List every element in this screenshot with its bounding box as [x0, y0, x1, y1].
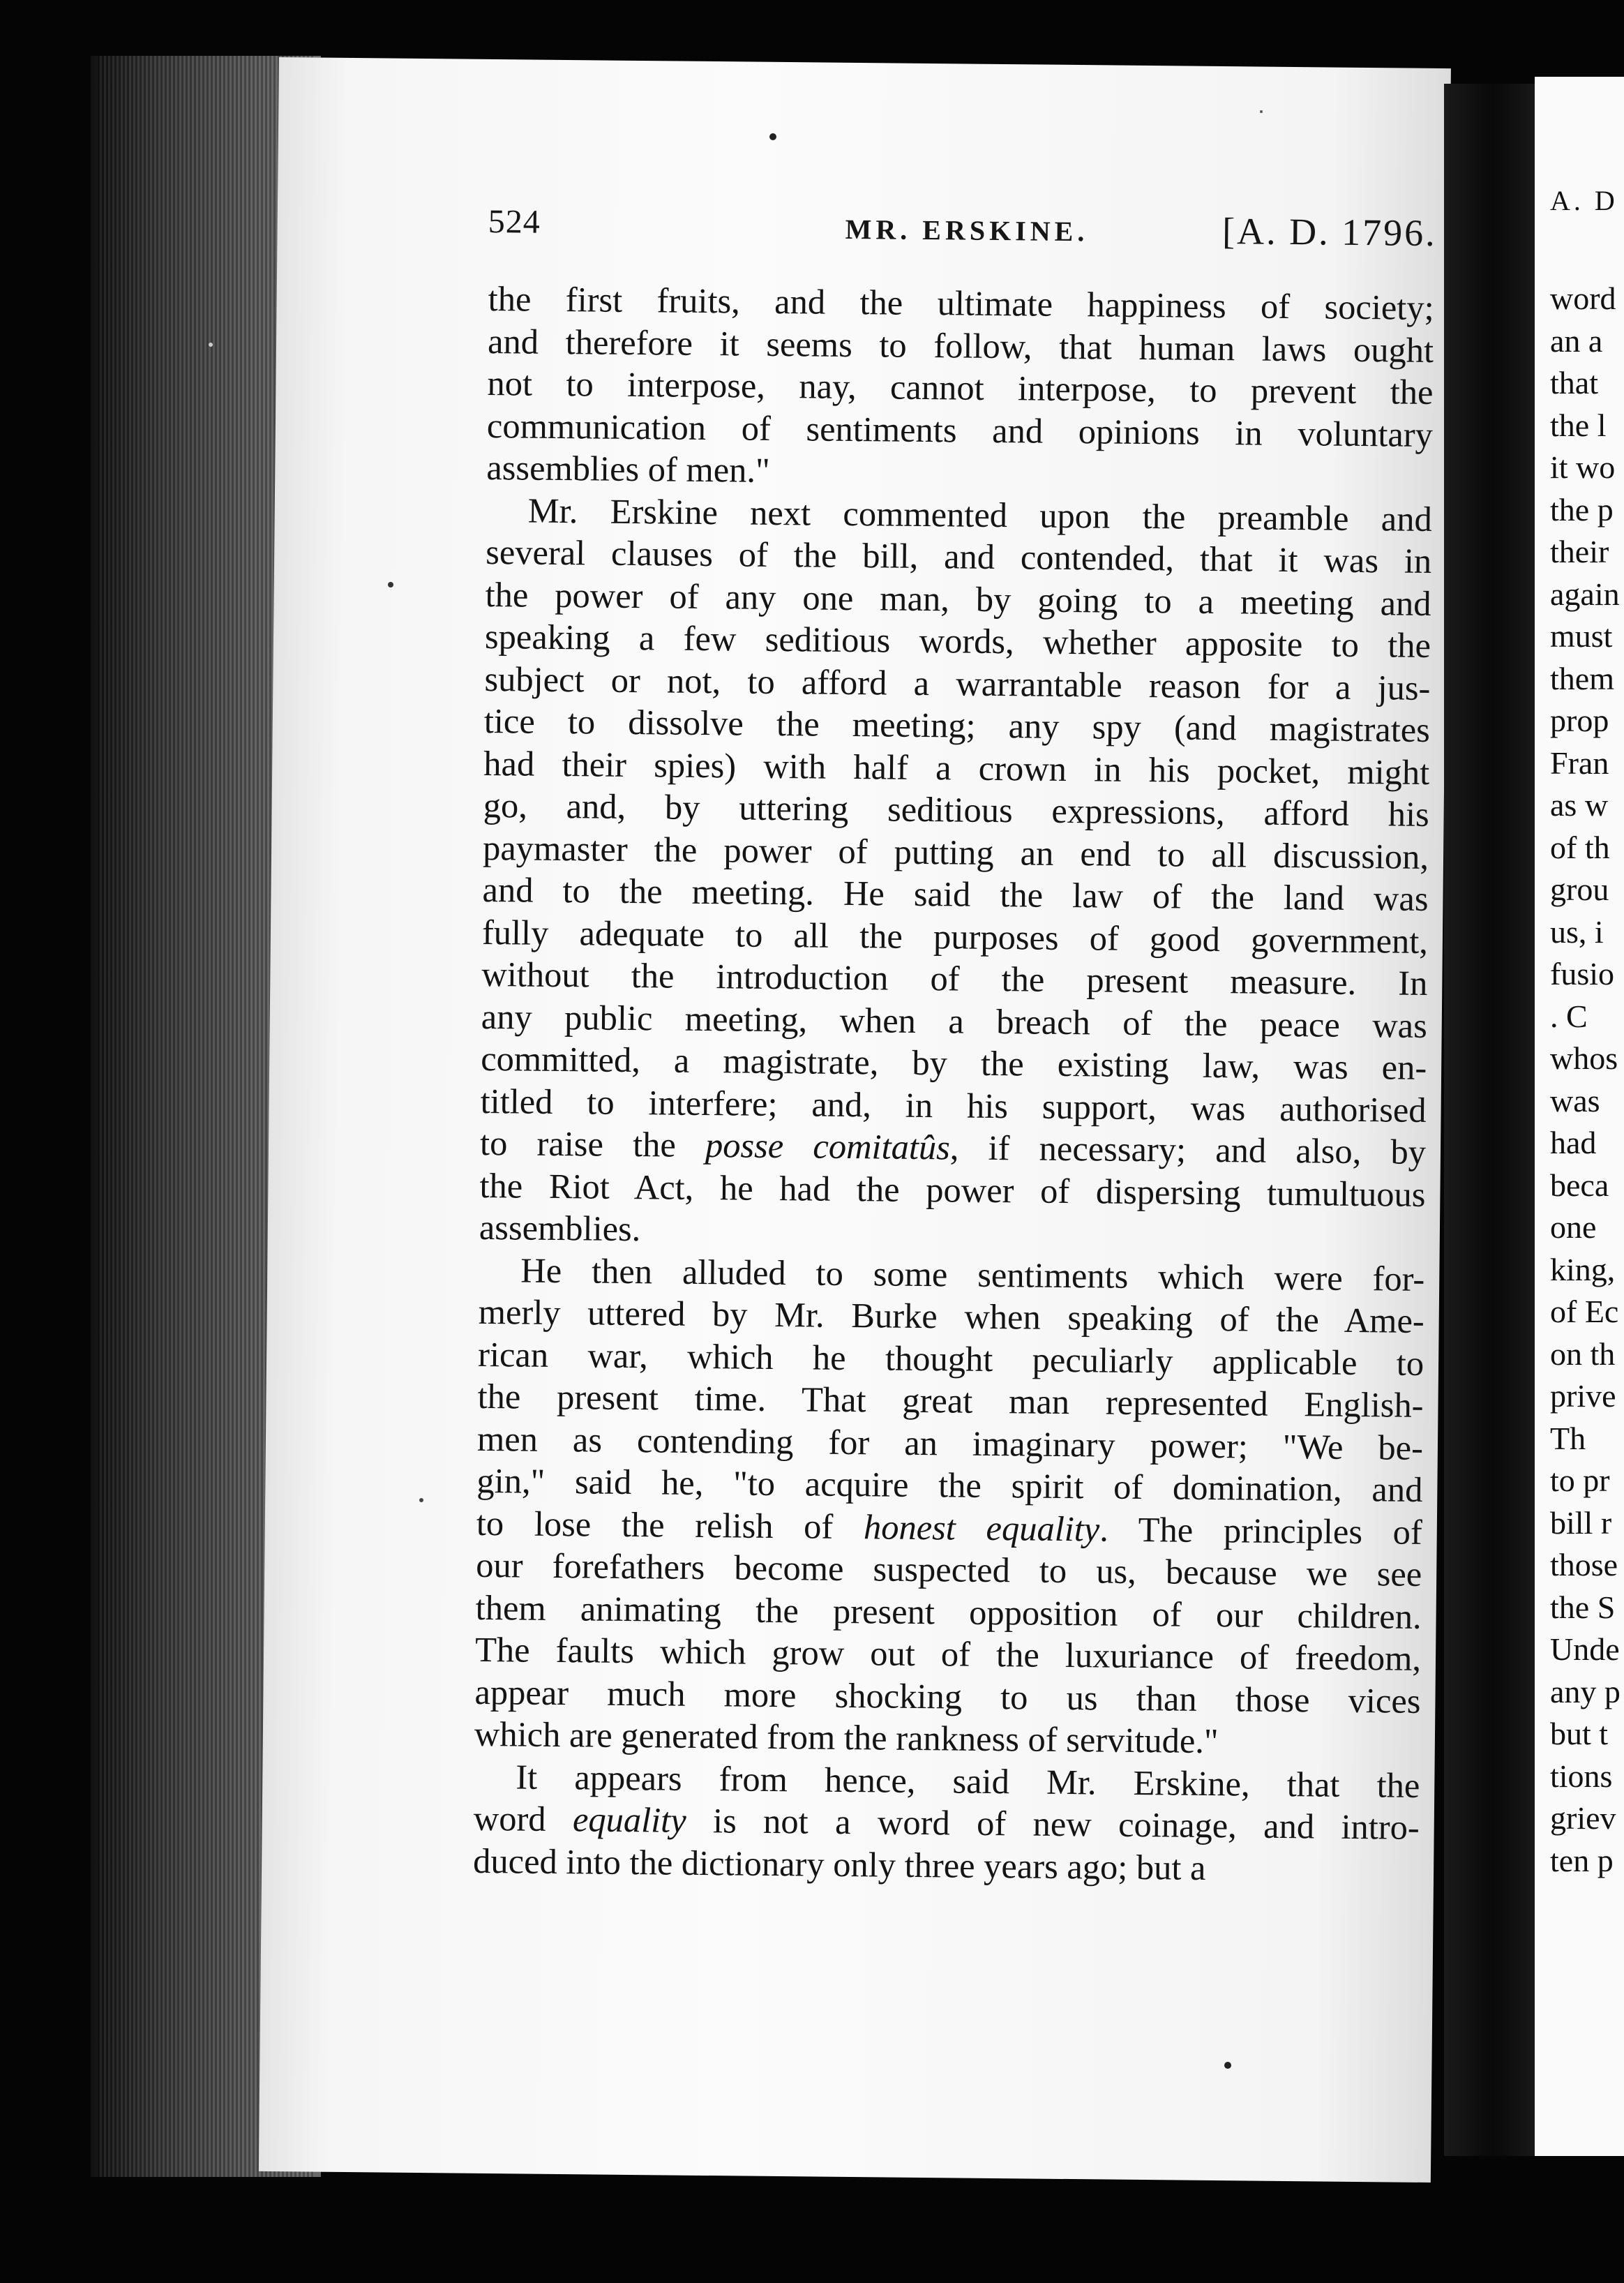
facing-line-fragment: grou	[1550, 871, 1609, 907]
facing-line-fragment: whos	[1550, 1040, 1618, 1076]
facing-line-fragment: them	[1550, 660, 1614, 696]
facing-line-fragment: bill r	[1550, 1504, 1612, 1541]
facing-line-fragment: any p	[1550, 1673, 1621, 1709]
text-line: committed, a magistrate, by the existing law, was en-	[480, 1038, 1427, 1087]
facing-line-fragment: had	[1550, 1125, 1597, 1160]
paragraph	[473, 1755, 1420, 1891]
paragraph	[474, 1248, 1425, 1764]
paragraph	[486, 278, 1434, 498]
facing-line-fragment: that	[1550, 365, 1598, 401]
facing-line-fragment: king,	[1550, 1251, 1616, 1287]
text-line: Mr. Erskine next commented upon the preamble and	[527, 491, 1433, 539]
facing-line-fragment: Th	[1550, 1420, 1586, 1456]
running-title: MR. ERSKINE.	[845, 213, 1089, 248]
book-gutter	[1444, 84, 1542, 2156]
facing-line-fragment: again	[1550, 576, 1620, 612]
facing-line-fragment: but t	[1550, 1716, 1609, 1751]
facing-line-fragment: Fran	[1550, 744, 1609, 781]
facing-line-fragment: the l	[1550, 407, 1607, 443]
text-line: assemblies.	[479, 1207, 641, 1249]
text-line: fully adequate to all the purposes of good government,	[481, 912, 1429, 961]
facing-line-fragment: prive	[1550, 1378, 1616, 1414]
running-date: [A. D. 1796.	[1221, 210, 1437, 255]
text-line: several clauses of the bill, and contended, that it was in	[485, 532, 1432, 581]
text-line: the present time. That great man represented English-	[477, 1376, 1424, 1425]
text-line: had their spies) with half a crown in his pocket, might	[483, 743, 1430, 792]
text-line: any public meeting, when a breach of the peace was	[481, 996, 1428, 1045]
text-line: and therefore it seems to follow, that human laws ought	[487, 321, 1434, 370]
text-line: and to the meeting. He said the law of the land was	[482, 869, 1429, 918]
facing-line-fragment: those	[1550, 1547, 1618, 1582]
text-line: appear much more shocking to us than those vices	[474, 1672, 1421, 1721]
facing-line-fragment: was	[1550, 1082, 1600, 1118]
facing-page-text	[1550, 180, 1624, 1882]
facing-line-fragment: on th	[1550, 1335, 1616, 1372]
facing-line-fragment: an a	[1550, 322, 1603, 359]
facing-line-fragment: Unde	[1550, 1631, 1620, 1667]
paragraph	[479, 488, 1432, 1257]
text-line: paymaster the power of putting an end to all discussion,	[482, 828, 1429, 876]
text-line: not to interpose, nay, cannot interpose, to prevent the	[487, 363, 1434, 412]
text-line: speaking a few seditious words, whether apposite to the	[484, 616, 1431, 665]
text-line: rican war, which he thought peculiarly applicable to	[477, 1334, 1424, 1383]
text-line: It appears from hence, said Mr. Erskine, that the	[516, 1756, 1420, 1805]
facing-line-fragment: as w	[1550, 787, 1609, 823]
facing-line-fragment: . C	[1550, 998, 1588, 1034]
facing-line-fragment: word	[1550, 280, 1616, 316]
facing-line-fragment: prop	[1550, 703, 1609, 738]
facing-line-fragment: fusio	[1550, 956, 1614, 991]
text-line: the power of any one man, by going to a meeting and	[485, 574, 1431, 623]
text-line: our forefathers become suspected to us, because we see	[476, 1545, 1422, 1594]
text-line: tice to dissolve the meeting; any spy (and magistrates	[483, 701, 1431, 749]
text-line: He then alluded to some sentiments which were for-	[520, 1250, 1425, 1298]
text-line: word equality is not a word of new coinage, and intro-	[473, 1798, 1420, 1847]
facing-line-fragment: the S	[1550, 1589, 1616, 1625]
text-line: merly uttered by Mr. Burke when speaking of the Ame-	[478, 1292, 1424, 1340]
text-line: duced into the dictionary only three years ago; but a	[472, 1841, 1206, 1887]
text-line: gin," said he, "to acquire the spirit of domination, and	[476, 1460, 1423, 1509]
facing-line-fragment: must	[1550, 618, 1613, 654]
text-line: them animating the present opposition of our children.	[475, 1587, 1422, 1636]
facing-line-fragment: their	[1550, 534, 1609, 569]
text-line: which are generated from the rankness of servitude."	[474, 1714, 1219, 1761]
text-line: subject or not, to afford a warrantable reason for a jus-	[484, 659, 1431, 708]
facing-line-fragment: ten p	[1550, 1842, 1614, 1878]
facing-line-fragment: of Ec	[1550, 1294, 1619, 1329]
body-text	[473, 278, 1434, 1891]
facing-line-fragment: one	[1550, 1209, 1597, 1245]
text-line: The faults which grow out of the luxuriance of freedom,	[474, 1629, 1422, 1678]
text-line: titled to interfere; and, in his support, was authorised	[480, 1081, 1427, 1130]
text-line: communication of sentiments and opinions in voluntary	[486, 405, 1434, 454]
facing-line-fragment: us, i	[1550, 913, 1604, 950]
facing-line-fragment: to pr	[1550, 1462, 1610, 1498]
text-line: men as contending for an imaginary power; "We be-	[476, 1419, 1424, 1467]
text-line: go, and, by uttering seditious expressions, afford his	[483, 785, 1429, 834]
facing-line-fragment: tions	[1550, 1758, 1613, 1794]
text-line: to raise the posse comitatûs, if necessary; and also, by	[479, 1123, 1427, 1172]
facing-line-fragment: beca	[1550, 1167, 1609, 1203]
text-line: the Riot Act, he had the power of dispersing tumultuous	[479, 1165, 1426, 1214]
text-line: without the introduction of the present measure. In	[481, 954, 1428, 1003]
facing-line-fragment: of th	[1550, 829, 1610, 865]
facing-line-fragment: griev	[1550, 1800, 1616, 1836]
facing-line-fragment: the p	[1550, 491, 1614, 527]
text-line: assemblies of men."	[486, 447, 770, 490]
text-line: the first fruits, and the ultimate happiness of society;	[488, 278, 1434, 328]
facing-line-fragment: it wo	[1550, 449, 1616, 485]
page-number: 524	[488, 202, 541, 241]
text-line: to lose the relish of honest equality. The principles of	[476, 1503, 1423, 1552]
running-header	[488, 202, 1437, 267]
facing-page-header: A. D	[1550, 185, 1618, 216]
